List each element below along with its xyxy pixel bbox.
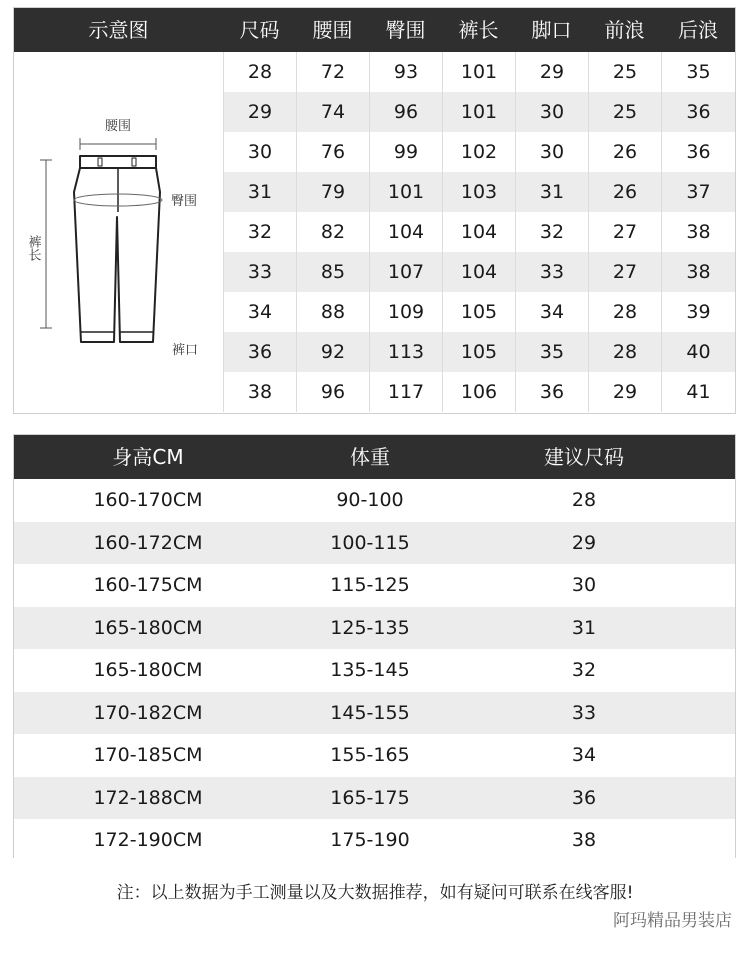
size-row [223,292,735,332]
size-cell: 32 [223,212,296,252]
size-cell: 107 [369,252,442,292]
recommendation-row [14,777,735,820]
header-hem: 脚口 [531,18,572,42]
size-row [223,52,735,92]
waist-measure-line [80,138,156,150]
label-waist: 腰围 [104,119,132,134]
recommendation-row [14,607,735,650]
recommendation-row [14,479,735,522]
recommendation-cell: 90-100 [336,489,404,511]
size-cell: 29 [588,372,661,412]
size-chart-body [223,52,735,413]
size-cell: 30 [223,132,296,172]
size-cell: 105 [442,292,515,332]
recommendation-row [14,734,735,777]
recommendation-cell: 165-175 [330,786,410,809]
size-cell: 104 [369,212,442,252]
size-cell: 27 [588,212,661,252]
size-cell: 31 [223,172,296,212]
recommendation-cell: 29 [571,531,597,554]
size-chart-table [13,7,736,414]
size-cell: 85 [296,252,369,292]
header-size: 尺码 [239,18,280,42]
size-cell: 35 [661,52,735,92]
header-hip: 臀围 [385,18,426,42]
recommendation-cell: 160-175CM [93,574,203,596]
size-cell: 34 [515,292,588,332]
recommendation-cell: 165-180CM [93,659,203,681]
header-waist: 腰围 [312,18,353,42]
recommendation-cell: 33 [571,701,597,724]
recommendation-cell: 135-145 [330,659,410,681]
size-cell: 30 [515,132,588,172]
header-front-rise: 前浪 [604,18,645,42]
size-cell: 101 [442,52,515,92]
recommendation-cell: 170-185CM [93,744,203,766]
recommendation-cell: 172-190CM [93,829,203,851]
size-cell: 74 [296,92,369,132]
recommendation-cell: 34 [571,744,597,766]
recommendation-cell: 30 [571,574,597,596]
size-cell: 96 [369,92,442,132]
length-measure-line [40,160,52,328]
label-length-1: 裤长 [25,235,41,261]
size-row [223,252,735,292]
recommendation-cell: 31 [571,616,597,639]
header-length: 裤长 [458,18,499,42]
size-cell: 36 [223,332,296,372]
size-cell: 88 [296,292,369,332]
size-cell: 35 [515,332,588,372]
size-cell: 29 [515,52,588,92]
size-cell: 103 [442,172,515,212]
size-cell: 101 [369,172,442,212]
recommendation-row [14,692,735,735]
header-diagram: 示意图 [88,18,149,42]
header-back-rise: 后浪 [678,18,718,42]
size-recommendation-table [13,434,736,858]
pants-illustration [14,52,223,413]
size-cell: 38 [223,372,296,412]
size-cell: 36 [515,372,588,412]
recommendation-header [14,435,735,479]
size-cell: 26 [588,172,661,212]
recommendation-cell: 175-190 [330,829,410,851]
recommendation-cell: 32 [571,659,597,681]
size-cell: 102 [442,132,515,172]
label-hip: 臀围 [170,194,198,209]
recommendation-row [14,649,735,692]
size-cell: 34 [223,292,296,332]
size-cell: 105 [442,332,515,372]
size-cell: 38 [661,252,735,292]
recommendation-cell: 160-170CM [93,489,203,511]
size-cell: 28 [588,332,661,372]
recommendation-cell: 160-172CM [93,531,203,554]
recommendation-cell: 36 [571,786,597,809]
label-hem: 裤口 [171,343,199,358]
size-cell: 33 [515,252,588,292]
recommendation-cell: 165-180CM [93,616,203,639]
size-row [223,332,735,372]
size-cell: 106 [442,372,515,412]
header-height: 身高CM [112,445,184,469]
size-cell: 109 [369,292,442,332]
recommendation-row [14,522,735,565]
header-weight: 体重 [350,445,390,469]
size-cell: 92 [296,332,369,372]
size-cell: 38 [661,212,735,252]
size-row [223,372,735,412]
size-cell: 28 [223,52,296,92]
size-cell: 76 [296,132,369,172]
size-row [223,172,735,212]
size-row [223,212,735,252]
size-row [223,132,735,172]
recommendation-cell: 28 [571,489,597,511]
size-cell: 27 [588,252,661,292]
recommendation-row [14,819,735,862]
size-cell: 40 [661,332,735,372]
size-cell: 30 [515,92,588,132]
size-cell: 36 [661,92,735,132]
recommendation-cell: 145-155 [330,701,410,724]
recommendation-cell: 155-165 [330,744,410,766]
size-cell: 26 [588,132,661,172]
size-cell: 41 [661,372,735,412]
size-row [223,92,735,132]
pants-diagram [14,52,223,413]
pants-shape [74,156,160,342]
size-cell: 32 [515,212,588,252]
size-cell: 72 [296,52,369,92]
recommendation-cell: 100-115 [330,531,410,554]
size-cell: 99 [369,132,442,172]
recommendation-cell: 38 [571,829,597,851]
size-cell: 113 [369,332,442,372]
shop-watermark: 阿玛精品男装店 [613,911,732,931]
size-cell: 33 [223,252,296,292]
size-cell: 117 [369,372,442,412]
size-cell: 39 [661,292,735,332]
recommendation-cell: 115-125 [330,574,410,596]
recommendation-cell: 170-182CM [93,701,203,724]
size-cell: 37 [661,172,735,212]
size-cell: 104 [442,212,515,252]
size-cell: 31 [515,172,588,212]
size-cell: 25 [588,52,661,92]
recommendation-cell: 172-188CM [93,786,203,809]
size-cell: 25 [588,92,661,132]
size-cell: 82 [296,212,369,252]
size-cell: 96 [296,372,369,412]
recommendation-row [14,564,735,607]
footnote: 注：以上数据为手工测量以及大数据推荐，如有疑问可联系在线客服! [116,883,634,903]
size-cell: 29 [223,92,296,132]
recommendation-cell: 125-135 [330,616,410,639]
size-cell: 93 [369,52,442,92]
size-cell: 36 [661,132,735,172]
size-cell: 28 [588,292,661,332]
size-cell: 104 [442,252,515,292]
header-recommended-size: 建议尺码 [544,445,624,469]
size-cell: 79 [296,172,369,212]
size-cell: 101 [442,92,515,132]
size-chart-header [14,8,735,52]
